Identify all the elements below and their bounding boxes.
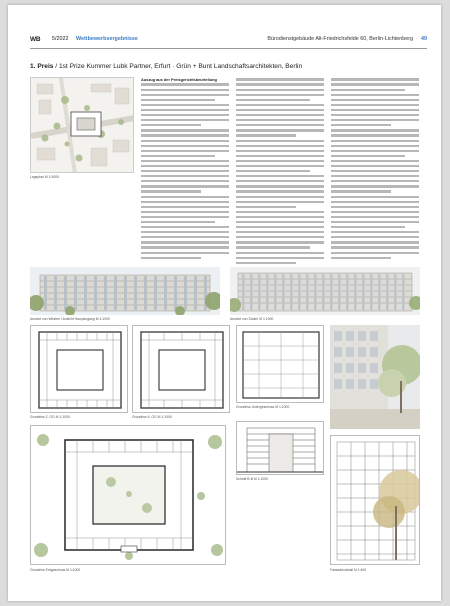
ground-floor-caption: Grundriss Erdgeschoss M 1:1000 — [30, 568, 81, 572]
issue-number: 5/2022 — [52, 36, 69, 42]
text-column-3 — [331, 77, 419, 260]
text-column-1 — [141, 77, 229, 260]
basement-plan — [236, 325, 324, 403]
courtyard-render — [330, 325, 420, 429]
floor-plan-2og-caption: Grundriss 2. OG M 1:1000 — [30, 415, 70, 419]
site-plan-caption: Lageplan M 1:5000 — [30, 175, 60, 179]
prize-rank: 1. Preis — [30, 63, 54, 70]
running-header — [30, 35, 427, 49]
text-column-1-lines — [141, 82, 229, 260]
west-elevation-caption: Ansicht von Westen / Ansicht Hauptzugang M 1:1000 — [30, 317, 110, 321]
prize-winners: / 1st Prize Kummer Lubk Partner, Erfurt · Grün + Bunt Landschaftsarchitekten, Berlin — [53, 63, 303, 70]
south-elevation-drawing — [230, 267, 420, 315]
floor-plan-2og-drawing — [31, 326, 128, 413]
site-plan-drawing — [31, 78, 134, 173]
site-plan — [30, 77, 134, 173]
text-column-2-lines — [236, 77, 324, 265]
jury-heading: Auszug aus der Preisgerichtsbeurteilung — [141, 77, 217, 82]
courtyard-render-drawing — [330, 325, 420, 429]
floor-plan-6og — [132, 325, 230, 413]
magazine-page — [8, 5, 441, 601]
south-elevation-caption: Ansicht von Süden M 1:1000 — [230, 317, 274, 321]
basement-plan-caption: Grundriss Untergeschoss M 1:1000 — [236, 405, 290, 409]
ground-floor-plan-drawing — [31, 426, 226, 565]
facade-detail-caption: Fassadendetail M 1:400 — [330, 568, 367, 572]
project-title: Bürodienstgebäude Alt-Friedrichsfelde 60, Berlin-Lichtenberg — [267, 36, 413, 42]
section-drawing — [236, 421, 324, 475]
section-drawing-svg — [237, 422, 324, 475]
facade-detail-drawing — [331, 436, 420, 565]
text-column-3-lines — [331, 77, 419, 260]
south-elevation-render — [230, 267, 420, 315]
west-elevation-drawing — [30, 267, 220, 315]
west-elevation-render — [30, 267, 220, 315]
floor-plan-6og-caption: Grundriss 6. OG M 1:1000 — [132, 415, 172, 419]
section-title: Wettbewerbsergebnisse — [76, 36, 138, 42]
facade-detail — [330, 435, 420, 565]
section-caption: Schnitt B-B M 1:1000 — [236, 477, 269, 481]
floor-plan-2og — [30, 325, 128, 413]
prize-heading — [30, 63, 302, 70]
basement-plan-drawing — [237, 326, 324, 403]
magazine-logo: WB — [30, 36, 41, 43]
ground-floor-plan — [30, 425, 226, 565]
text-column-2 — [236, 77, 324, 265]
floor-plan-6og-drawing — [133, 326, 230, 413]
page-number: 49 — [421, 36, 427, 42]
